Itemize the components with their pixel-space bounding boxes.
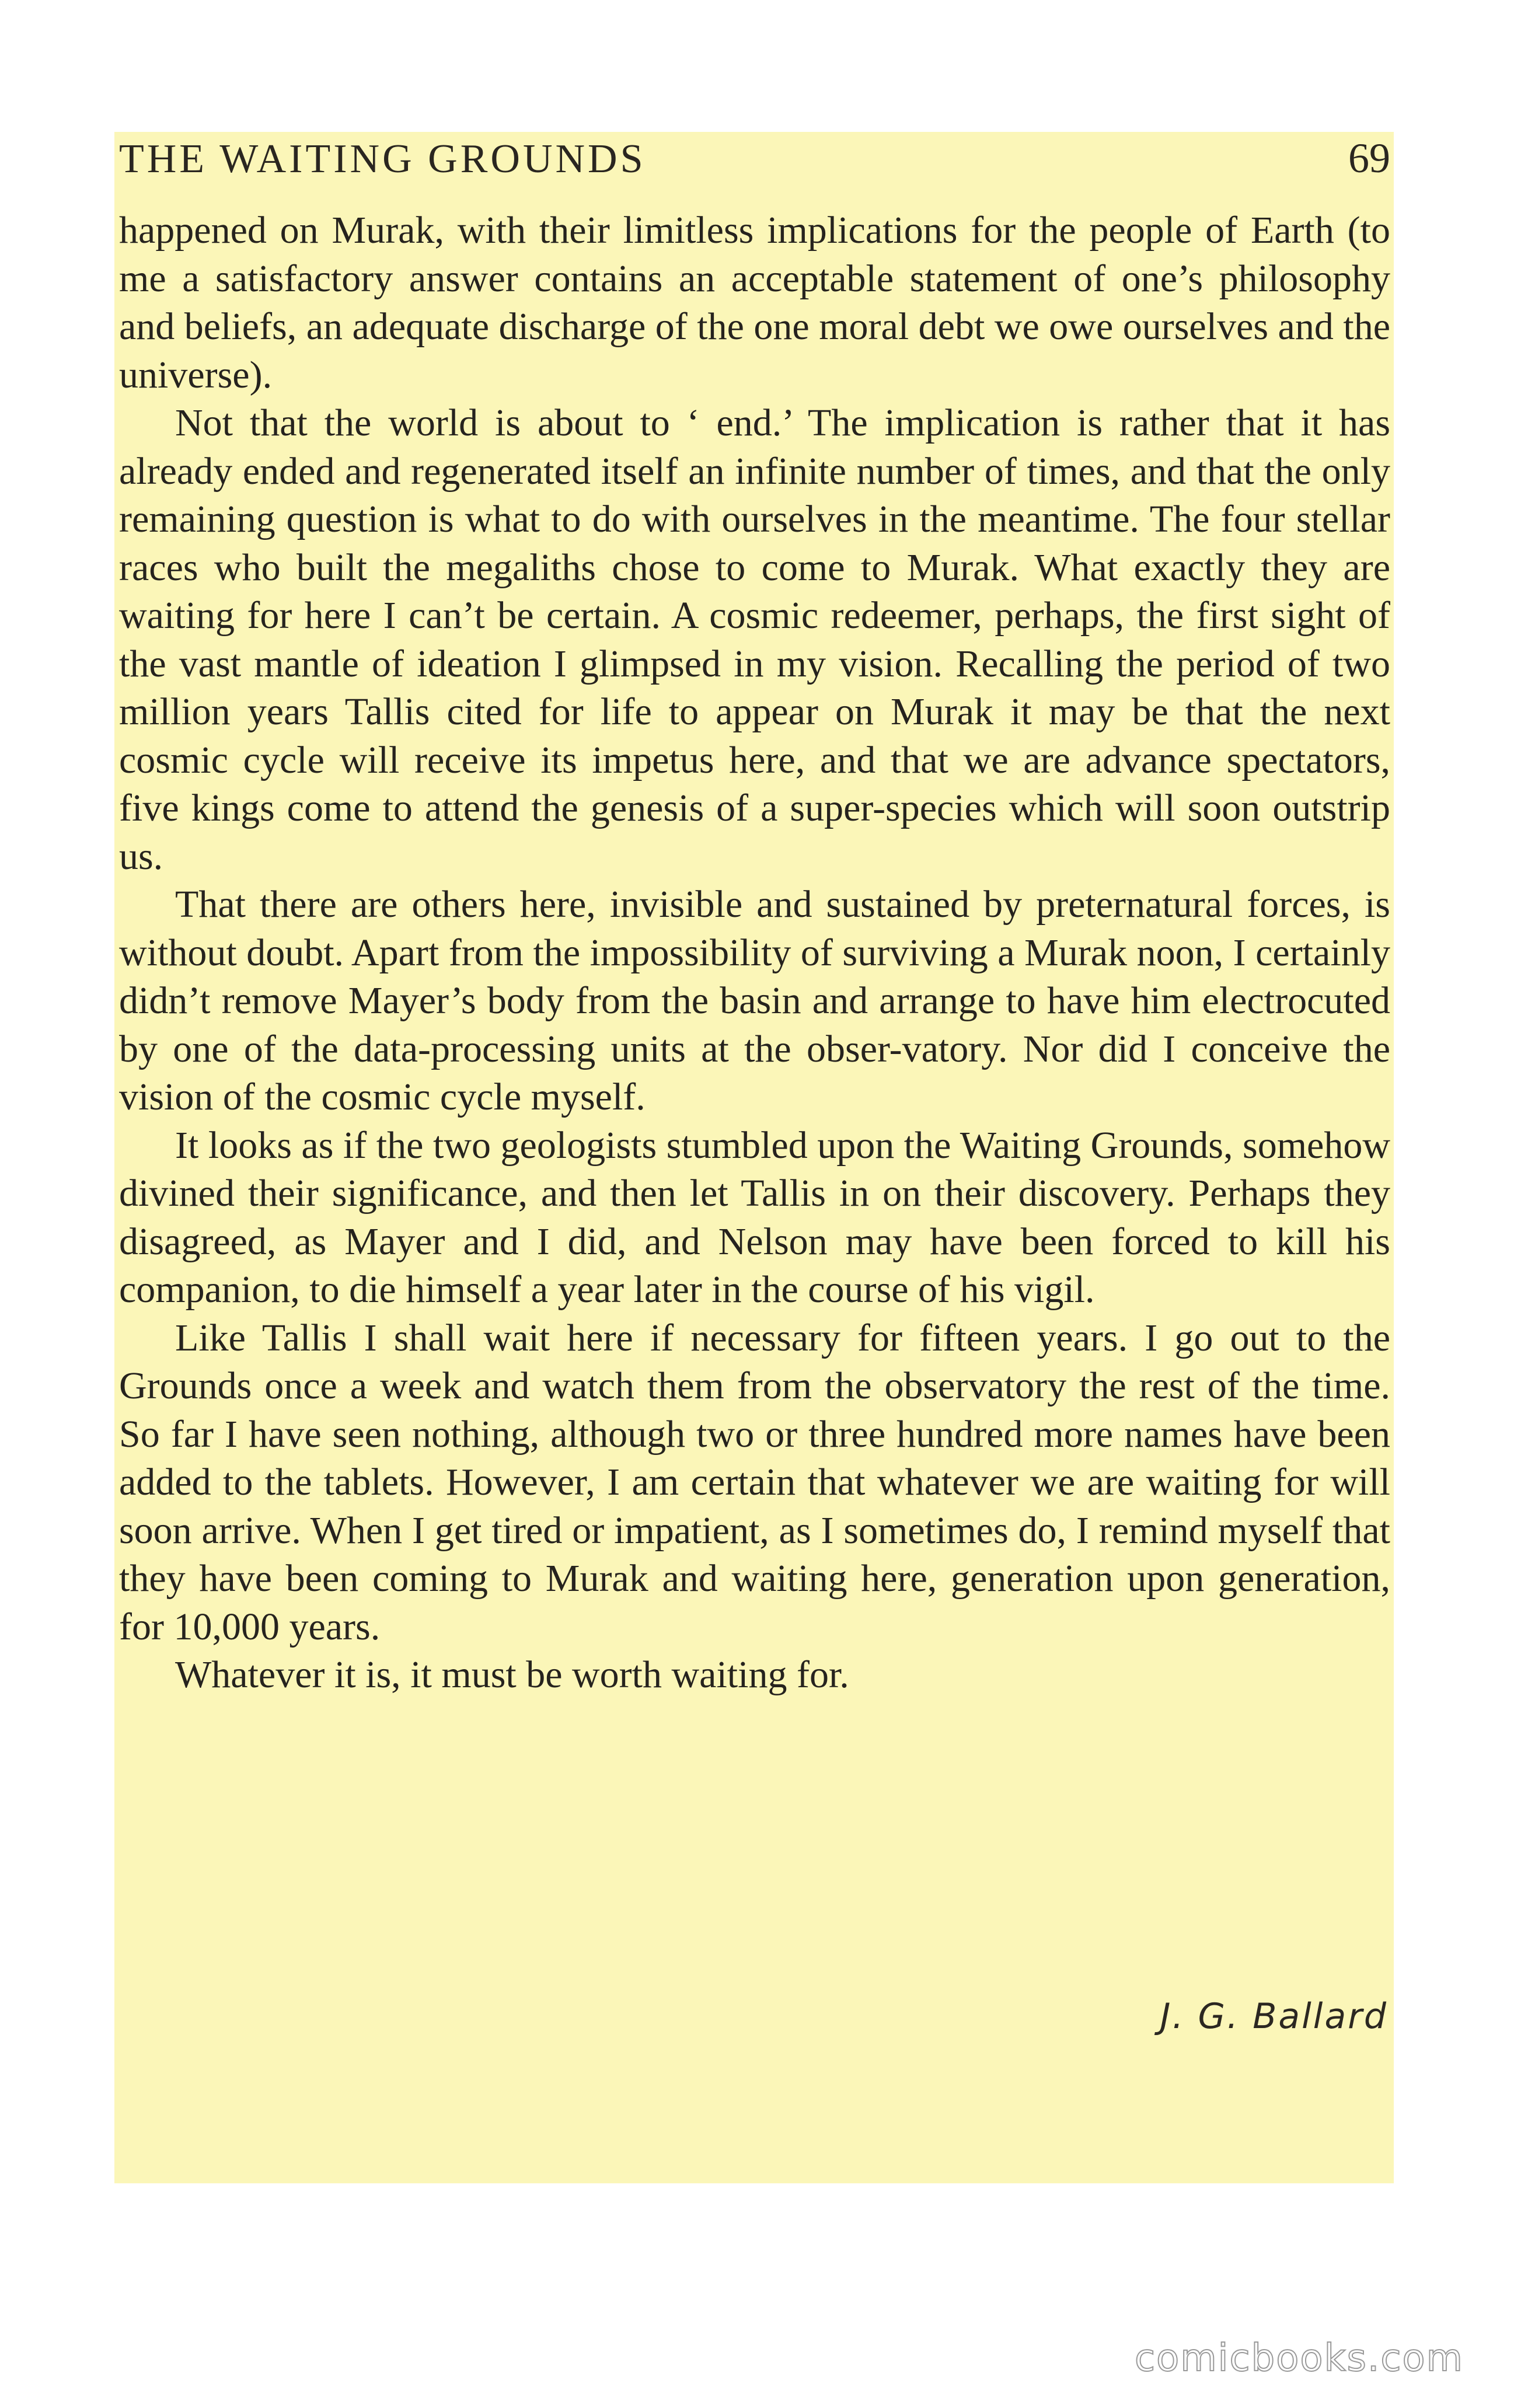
site-watermark: comicbooks.com [1134, 2337, 1464, 2380]
book-page [114, 132, 1394, 2183]
author-signature: J. G. Ballard [1160, 1996, 1388, 2037]
paragraph-4: It looks as if the two geologists stumbled upon the Waiting Grounds, somehow divined their significance, and then let Tallis in on their discovery. Perhaps they disagreed, as Mayer and I did, and Nelson may have been forced to kill his companion, to die himself a year later in the course of his vigil. [119, 1123, 1390, 1311]
running-title: THE WAITING GROUNDS [119, 137, 646, 182]
paragraph-6: Whatever it is, it must be worth waiting for. [175, 1653, 849, 1696]
body-text [119, 207, 1390, 1699]
running-head [119, 134, 1390, 190]
page-number: 69 [1348, 135, 1390, 182]
paragraph-5: Like Tallis I shall wait here if necessary for fifteen years. I go out to the Grounds once a week and watch them from the observatory the rest of the time. So far I have seen nothing, although two or three hundred more names have been added to the tablets. However, I am certain that whatever we are waiting for will soon arrive. When I get tired or impatient, as I sometimes do, I remind myself that they have been coming to Murak and waiting here, generation upon generation, for 10,000 years. [119, 1316, 1390, 1648]
paragraph-3: That there are others here, invisible and sustained by preternatural forces, is without doubt. Apart from the impossibility of surviving a Murak noon, I certainly didn’t remove Mayer’s body from the basin and arrange to have him electrocuted by one of the data-processing units at the obser-vatory. Nor did I conceive the vision of the cosmic cycle myself. [119, 883, 1390, 1118]
paragraph-1: happened on Murak, with their limitless implications for the people of Earth (to me a satisfactory answer contains an acceptable statement of one’s philosophy and beliefs, an adequate discharge of the one moral debt we owe ourselves and the universe). [119, 209, 1390, 396]
paragraph-2: Not that the world is about to ‘ end.’ The implication is rather that it has already ended and regenerated itself an infinite number of times, and that the only remaining question is what to do with ourselves in the meantime. The four stellar races who built the megaliths chose to come to Murak. What exactly they are waiting for here I can’t be certain. A cosmic redeemer, perhaps, the first sight of the vast mantle of ideation I glimpsed in my vision. Recalling the period of two million years Tallis cited for life to appear on Murak it may be that the next cosmic cycle will receive its impetus here, and that we are advance spectators, five kings come to attend the genesis of a super-species which will soon outstrip us. [119, 402, 1390, 878]
